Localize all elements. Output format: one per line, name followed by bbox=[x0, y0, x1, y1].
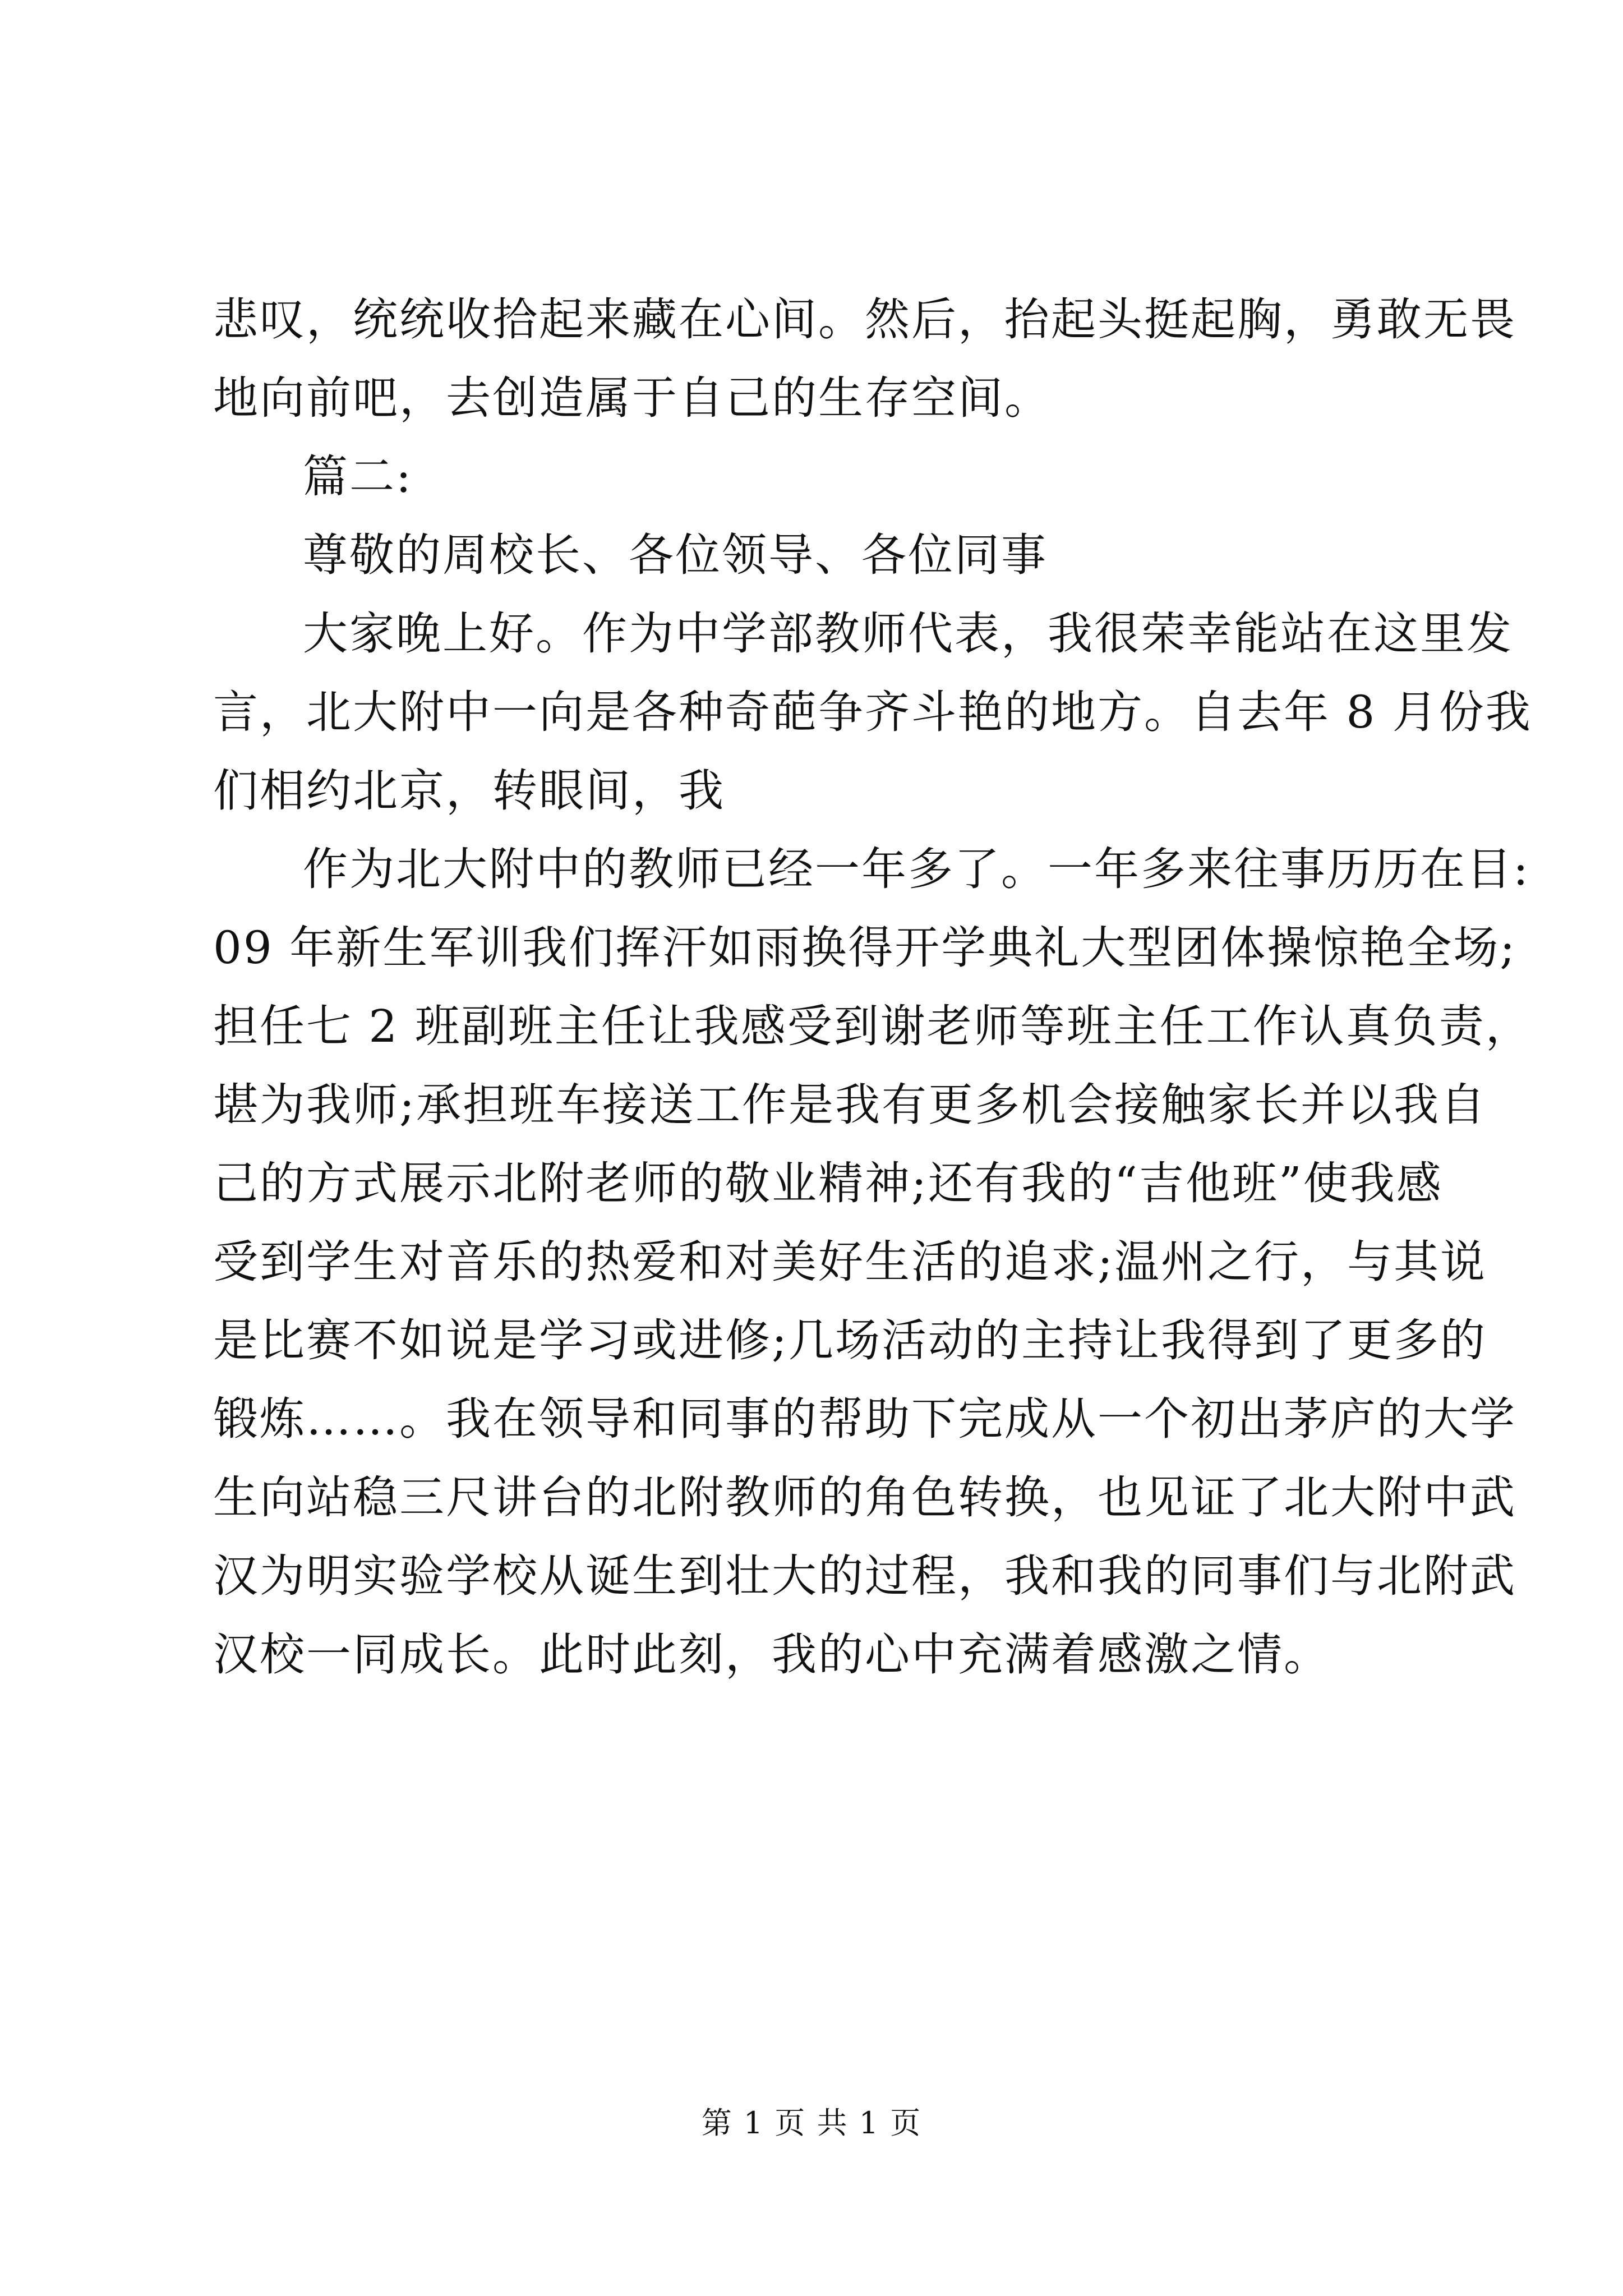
text-line: 担任七 2 班副班主任让我感受到谢老师等班主任工作认真负责， bbox=[213, 1000, 1532, 1052]
document-body bbox=[213, 280, 1532, 1694]
text-line: 地向前吧，去创造属于自己的生存空间。 bbox=[213, 372, 1051, 424]
text-line: 生向站稳三尺讲台的北附教师的角色转换，也见证了北大附中武 bbox=[213, 1471, 1516, 1524]
text-line: 锻炼……。我在领导和同事的帮助下完成从一个初出茅庐的大学 bbox=[213, 1393, 1516, 1445]
text-line: 是比赛不如说是学习或进修;几场活动的主持让我得到了更多的 bbox=[213, 1314, 1487, 1366]
section-heading: 篇二: bbox=[303, 450, 413, 503]
text-line: 堪为我师;承担班车接送工作是我有更多机会接触家长并以我自 bbox=[213, 1079, 1487, 1131]
text-line: 09 年新生军训我们挥汗如雨换得开学典礼大型团体操惊艳全场; bbox=[213, 922, 1517, 974]
text-line: 汉为明实验学校从诞生到壮大的过程，我和我的同事们与北附武 bbox=[213, 1550, 1516, 1602]
text-line: 大家晚上好。作为中学部教师代表，我很荣幸能站在这里发 bbox=[303, 608, 1513, 660]
text-line: 言，北大附中一向是各种奇葩争齐斗艳的地方。自去年 8 月份我 bbox=[213, 686, 1532, 738]
text-line: 己的方式展示北附老师的敬业精神;还有我的“吉他班”使我感 bbox=[213, 1157, 1443, 1209]
text-line: 们相约北京，转眼间，我 bbox=[213, 765, 725, 817]
text-line: 悲叹，统统收拾起来藏在心间。然后，抬起头挺起胸，勇敢无畏 bbox=[213, 293, 1516, 346]
salutation: 尊敬的周校长、各位领导、各位同事 bbox=[303, 529, 1048, 581]
page-footer bbox=[0, 2101, 1623, 2146]
text-line: 汉校一同成长。此时此刻，我的心中充满着感激之情。 bbox=[213, 1628, 1330, 1681]
text-line: 作为北大附中的教师已经一年多了。一年多来往事历历在目: bbox=[303, 843, 1530, 895]
text-line: 受到学生对音乐的热爱和对美好生活的追求;温州之行，与其说 bbox=[213, 1236, 1487, 1288]
page-number: 第 1 页 共 1 页 bbox=[701, 2105, 922, 2141]
